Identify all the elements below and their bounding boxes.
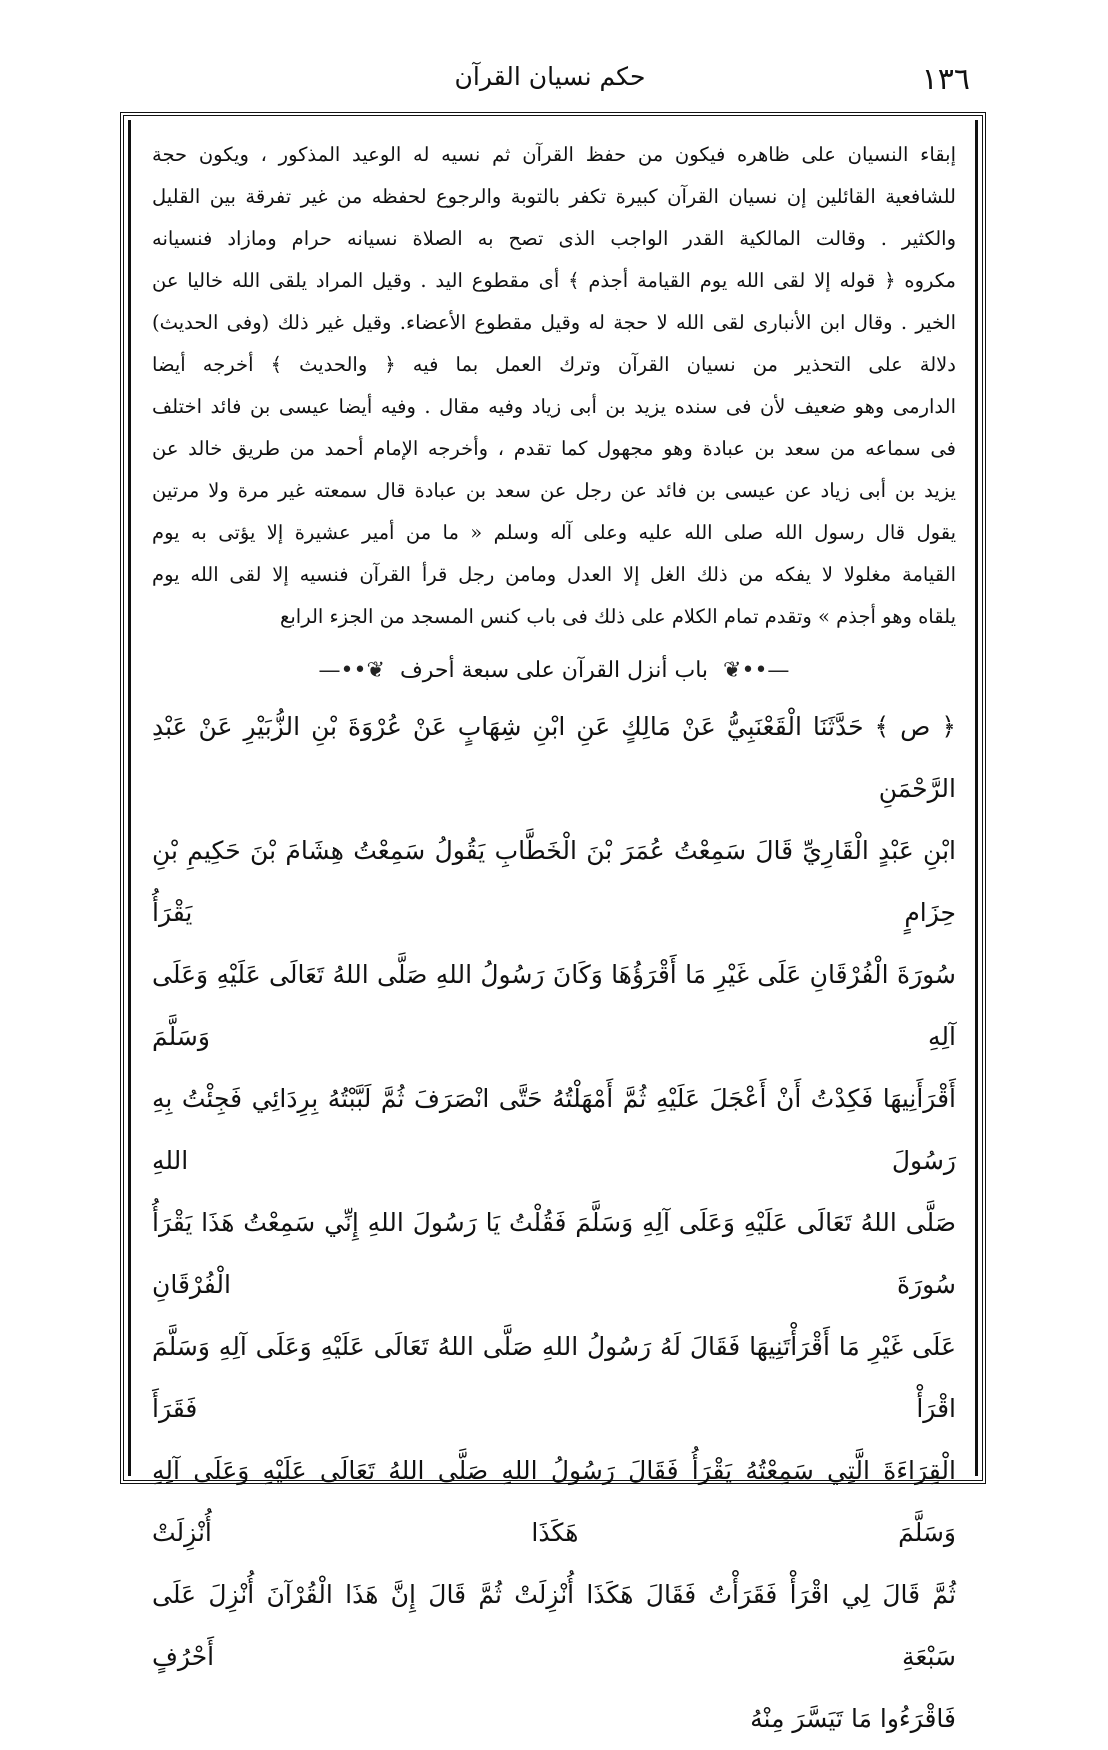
commentary-line: يقول قال رسول الله صلى الله عليه وعلى آله وسلم « ما من أمير عشيرة إلا يؤتى به يوم <box>152 521 956 544</box>
commentary-line: الدارمى وهو ضعيف لأن فى سنده يزيد بن أبى زياد وفيه مقال . وفيه أيضا عيسى بن فائد اختلف <box>152 395 956 418</box>
commentary-line: يلقاه وهو أجذم » وتقدم تمام الكلام على ذلك فى باب كنس المسجد من الجزء الرابع <box>279 605 956 628</box>
hadith-line: ثُمَّ قَالَ لِي اقْرَأْ فَقَرَأْتُ فَقَالَ هَكَذَا أُنْزِلَتْ ثُمَّ قَالَ إِنَّ هَذَا الْقُرْآنَ أُنْزِلَ عَلَى سَبْعَةِ أَحْرُفٍ <box>152 1580 956 1671</box>
page-content <box>152 134 956 1733</box>
hadith-line: ابْنِ عَبْدٍ الْقَارِيِّ قَالَ سَمِعْتُ عُمَرَ بْنَ الْخَطَّابِ يَقُولُ سَمِعْتُ هِشَامَ بْنَ حَكِيمِ بْنِ حِزَامٍ يَقْرَأُ <box>152 836 956 927</box>
ornament-icon: —••❦ <box>723 658 790 683</box>
hadith-line: أَقْرَأَنِيهَا فَكِدْتُ أَنْ أَعْجَلَ عَلَيْهِ ثُمَّ أَمْهَلْتُهُ حَتَّى انْصَرَفَ ثُمَّ لَبَّبْتُهُ بِرِدَائِي فَجِئْتُ بِهِ رَسُولَ اللهِ <box>152 1084 956 1175</box>
page-header <box>150 58 970 114</box>
chapter-title: باب أنزل القرآن على سبعة أحرف <box>399 658 709 683</box>
commentary-line: فى سماعه من سعد بن عبادة وهو مجهول كما تقدم ، وأخرجه الإمام أحمد من طريق خالد عن <box>152 437 956 460</box>
hadith-line: ﴿ ص ﴾ حَدَّثَنَا الْقَعْنَبِيُّ عَنْ مَالِكٍ عَنِ ابْنِ شِهَابٍ عَنْ عُرْوَةَ بْنِ الزُّبَيْرِ عَنْ عَبْدِ الرَّحْمَنِ <box>152 712 956 803</box>
hadith-line: فَاقْرَءُوا مَا تَيَسَّرَ مِنْهُ <box>750 1704 956 1733</box>
page-number: ١٣٦ <box>921 62 970 97</box>
commentary-block <box>152 134 956 638</box>
hadith-block <box>152 696 956 1750</box>
commentary-line: للشافعية القائلين إن نسيان القرآن كبيرة تكفر بالتوبة والرجوع لحفظه من غير تفرقة بين القليل <box>152 185 956 208</box>
chapter-heading <box>152 646 956 696</box>
commentary-line: يزيد بن أبى زياد عن عيسى بن فائد عن رجل عن سعد بن عبادة قال سمعته غير مرة ولا مرتين <box>152 479 956 502</box>
hadith-line: صَلَّى اللهُ تَعَالَى عَلَيْهِ وَعَلَى آلِهِ وَسَلَّمَ فَقُلْتُ يَا رَسُولَ اللهِ إِنِّي سَمِعْتُ هَذَا يَقْرَأُ سُورَةَ الْفُرْقَانِ <box>152 1208 956 1299</box>
hadith-line: عَلَى غَيْرِ مَا أَقْرَأْتَنِيهَا فَقَالَ لَهُ رَسُولُ اللهِ صَلَّى اللهُ تَعَالَى عَلَيْهِ وَعَلَى آلِهِ وَسَلَّمَ اقْرَأْ فَقَرَأَ <box>152 1332 956 1423</box>
commentary-line: دلالة على التحذير من نسيان القرآن وترك العمل بما فيه ﴿ والحديث ﴾ أخرجه أيضا <box>152 353 956 376</box>
commentary-line: إبقاء النسيان على ظاهره فيكون من حفظ القرآن ثم نسيه له الوعيد المذكور ، ويكون حجة <box>152 143 956 166</box>
hadith-line: الْقِرَاءَةَ الَّتِي سَمِعْتُهُ يَقْرَأُ فَقَالَ رَسُولُ اللهِ صَلَّى اللهُ تَعَالَى عَلَيْهِ وَعَلَى آلِهِ وَسَلَّمَ هَكَذَا أُنْزِلَتْ <box>152 1456 956 1547</box>
hadith-line: سُورَةَ الْفُرْقَانِ عَلَى غَيْرِ مَا أَقْرَؤُهَا وَكَانَ رَسُولُ اللهِ صَلَّى اللهُ تَعَالَى عَلَيْهِ وَعَلَى آلِهِ وَسَلَّمَ <box>152 960 956 1051</box>
ornament-icon: ❦••— <box>318 658 385 683</box>
commentary-line: مكروه ﴿ قوله إلا لقى الله يوم القيامة أجذم ﴾ أى مقطوع اليد . وقيل المراد يلقى الله خاليا عن <box>152 269 956 292</box>
commentary-line: القيامة مغلولا لا يفكه من ذلك الغل إلا العدل ومامن رجل قرأ القرآن فنسيه إلا لقى الله يوم <box>152 563 956 586</box>
commentary-line: الخير . وقال ابن الأنبارى لقى الله لا حجة له وقيل مقطوع الأعضاء. وقيل غير ذلك (وفى الحديث) <box>152 311 956 334</box>
commentary-line: والكثير . وقالت المالكية القدر الواجب الذى تصح به الصلاة نسيانه حرام ومازاد فنسيانه <box>152 227 956 250</box>
running-title: حكم نسيان القرآن <box>454 62 646 91</box>
